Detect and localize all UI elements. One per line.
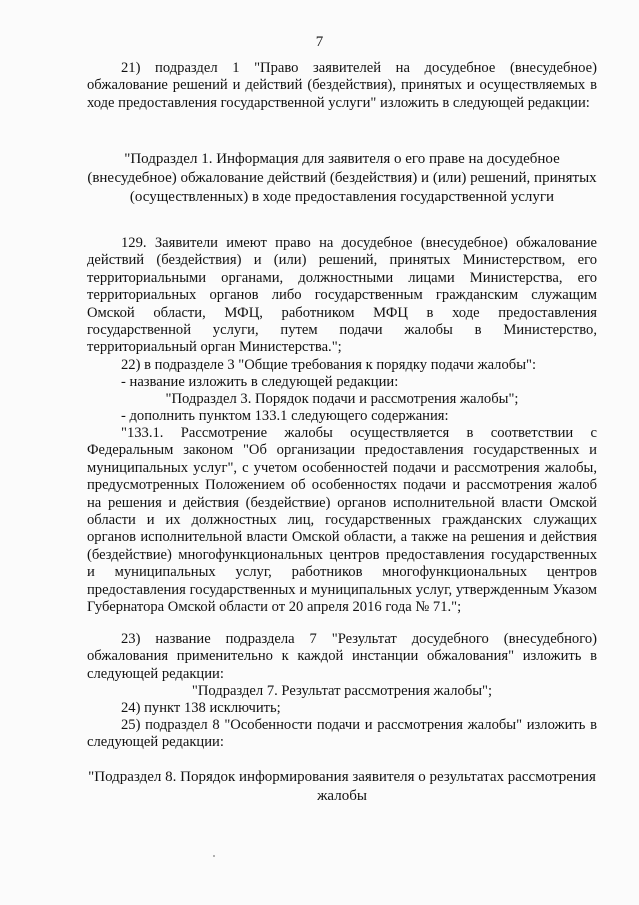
item-23: 23) название подраздела 7 "Результат досудебного (внесудебного) обжалования применительно к каждой инстанции обжалования" изложить в следующей редакции: [87, 631, 597, 682]
item-22-rename: - название изложить в следующей редакции: [121, 374, 399, 390]
item-25: 25) подраздел 8 "Особенности подачи и рассмотрения жалобы" изложить в следующей редакции: [87, 717, 597, 751]
heading-subsection-1: "Подраздел 1. Информация для заявителя о его праве на досудебное (внесудебное) обжалование действий (бездействия) и (или) решений, принятых (осуществленных) в ходе предоставления государственной услуги [87, 151, 597, 205]
item-22: 22) в подразделе 3 "Общие требования к порядку подачи жалобы": [121, 357, 537, 373]
paragraph-133-1: "133.1. Рассмотрение жалобы осуществляется в соответствии с Федеральным законом "Об организации предоставления государственных и муниципальных услуг", с учетом особенностей подачи и рассмотрения жалобы, предусмотренных Положением об особенностях подачи и рассмотрения жалоб на решения и действия (бездействие) органов исполнительной власти Омской области и их должностных лиц, государственных гражданских служащих органов исполнительной власти Омской области, а также на решения и действия (бездействие) многофункциональных центров предоставления государственных и муниципальных услуг, работников многофункциональных центров предоставления государственных и муниципальных услуг, утвержденным Указом Губернатора Омской области от 20 апреля 2016 года № 71."; [87, 425, 597, 616]
scan-speck [213, 855, 215, 857]
subsection-7-title: "Подраздел 7. Результат рассмотрения жалобы"; [191, 683, 493, 699]
subsection-3-title: "Подраздел 3. Порядок подачи и рассмотрения жалобы"; [165, 391, 519, 407]
heading-subsection-8: "Подраздел 8. Порядок информирования заявителя о результатах рассмотрения жалобы [88, 769, 596, 804]
page-number: 7 [315, 34, 324, 50]
item-22-supplement: - дополнить пунктом 133.1 следующего содержания: [121, 408, 449, 424]
paragraph-129: 129. Заявители имеют право на досудебное (внесудебное) обжалование действий (бездействия) и (или) решений, принятых Министерством, его территориальными органами, должностными лицами Министерства, его территориальных органов либо государственным гражданским служащим Омской области, МФЦ, работником МФЦ в ходе предоставления государственной услуги, путем подачи жалобы в Министерство, территориальный орган Министерства."; [87, 235, 597, 356]
item-24: 24) пункт 138 исключить; [121, 700, 281, 716]
item-21: 21) подраздел 1 "Право заявителей на досудебное (внесудебное) обжалование решений и действий (бездействия), принятых и осуществляемых в ходе предоставления государственной услуги" изложить в следующей редакции: [87, 60, 597, 111]
